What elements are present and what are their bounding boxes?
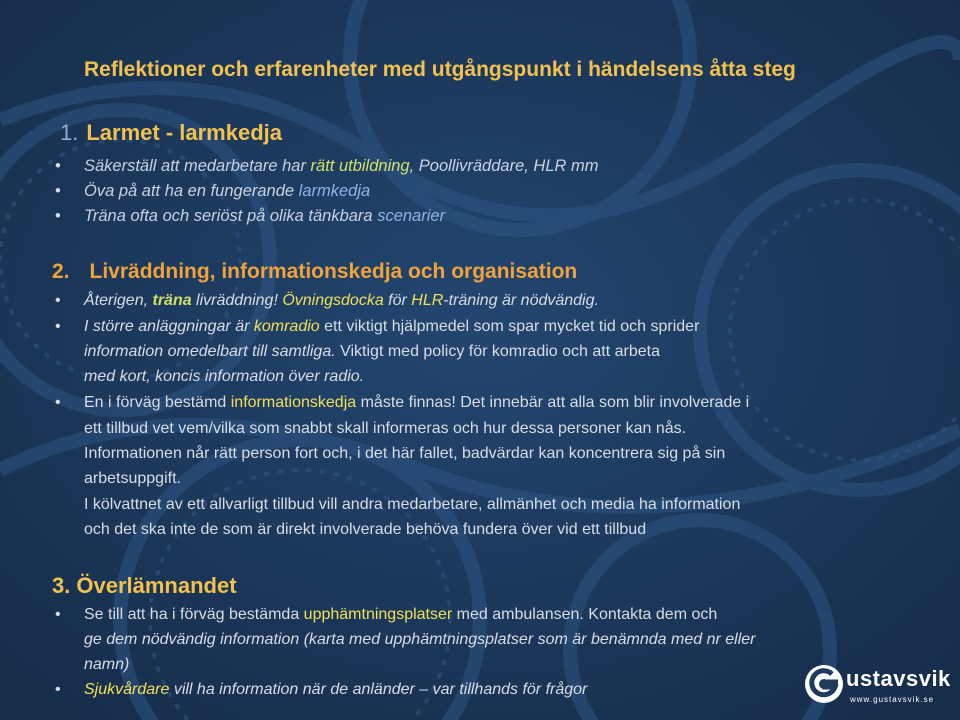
list-item: • Öva på att ha en fungerande larmkedja (84, 182, 370, 201)
list-item-continuation: information omedelbart till samtliga. Viktigt med policy för komradio och att arbeta (84, 343, 660, 360)
section-2-title: Livräddning, informationskedja och organisation (89, 260, 578, 283)
list-item: • Se till att ha i förväg bestämda upphämtningsplatser med ambulansen. Kontakta dem och (84, 606, 717, 624)
list-item: • I större anläggningar är komradio ett viktigt hjälpmedel som spar mycket tid och sprider (84, 318, 699, 336)
list-item-continuation: I kölvattnet av ett allvarligt tillbud vill andra medarbetare, allmänhet och media ha information (84, 496, 741, 513)
list-item-continuation: ett tillbud vet vem/vilka som snabbt skall informeras och hur dessa personer kan nås. (84, 420, 687, 437)
section-3-number: 3. (52, 573, 71, 598)
gustavsvik-logo (802, 660, 952, 712)
section-2-number: 2. (52, 260, 70, 283)
list-item-continuation: ge dem nödvändig information (karta med upphämtningsplatser som är benämnda med nr eller (84, 631, 756, 648)
list-item-continuation: Informationen når rätt person fort och, i det här fallet, badvärdar kan koncentrera sig på sin (84, 445, 726, 462)
section-2-heading (52, 260, 577, 284)
list-item: • Sjukvårdare vill ha information när de anländer – var tillhands för frågor (84, 681, 587, 699)
section-1-heading (60, 120, 282, 146)
slide-title: Reflektioner och erfarenheter med utgångspunkt i händelsens åtta steg (84, 58, 796, 81)
list-item: • Återigen, träna livräddning! Övningsdocka för HLR-träning är nödvändig. (84, 292, 599, 310)
logo-url: www.gustavsvik.se (850, 695, 935, 704)
list-item: • Träna ofta och seriöst på olika tänkbara scenarier (84, 207, 445, 226)
list-item: • Säkerställ att medarbetare har rätt utbildning, Poollivräddare, HLR mm (84, 157, 599, 176)
logo-mark-icon (802, 660, 850, 708)
section-3-heading (52, 573, 237, 599)
list-item-continuation: namn) (84, 656, 130, 673)
logo-name: ustavsvik (846, 666, 951, 691)
section-1-title: Larmet - larmkedja (86, 120, 282, 145)
section-1-number: 1. (60, 120, 79, 145)
list-item-continuation: och det ska inte de som är direkt involverade behöva fundera över vid ett tillbud (84, 521, 647, 538)
list-item: • En i förväg bestämd informationskedja måste finnas! Det innebär att alla som blir involverade i (84, 394, 749, 412)
list-item-continuation: arbetsuppgift. (84, 470, 181, 487)
list-item-continuation: med kort, koncis information över radio. (84, 368, 365, 385)
section-3-title: Överlämnandet (76, 573, 237, 598)
